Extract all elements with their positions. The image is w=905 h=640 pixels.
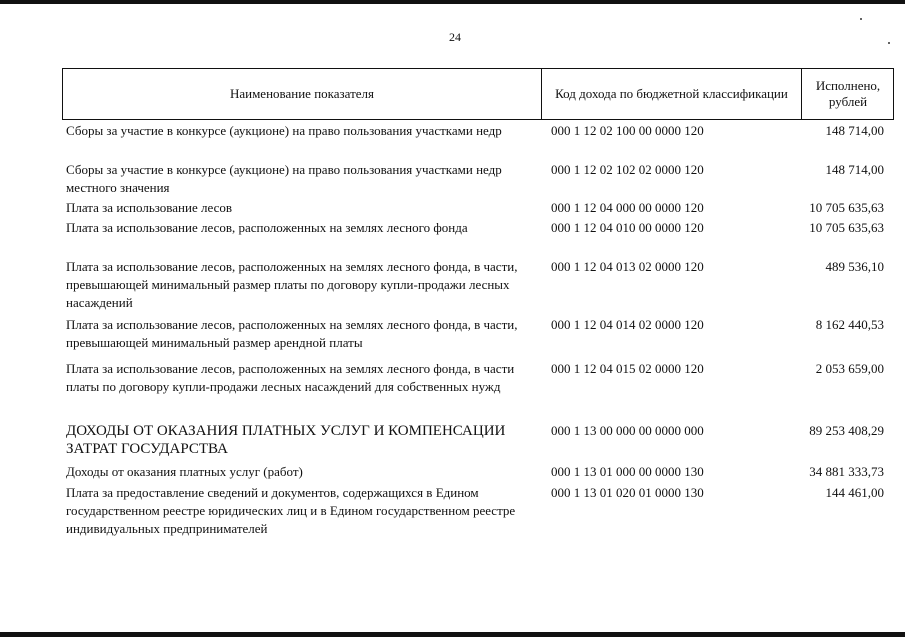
row-name: Плата за использование лесов, расположенных на землях лесного фонда, в части платы по договору купли-продажи лесных насаждений для собственных нужд xyxy=(66,361,515,394)
row-amount: 489 536,10 xyxy=(825,259,884,274)
row-name: Плата за использование лесов, расположенных на землях лесного фонда, в части, превышающей минимальный размер платы по договору купли-продажи лесных насаждений xyxy=(66,259,518,310)
header-amount: Исполнено, рублей xyxy=(801,69,894,119)
row-name: Плата за использование лесов, расположенных на землях лесного фонда, в части, превышающей минимальный размер арендной платы xyxy=(66,317,518,350)
row-amount: 148 714,00 xyxy=(825,123,884,138)
row-code: 000 1 12 04 000 00 0000 120 xyxy=(551,200,704,215)
row-amount: 34 881 333,73 xyxy=(809,464,884,479)
page-number: 24 xyxy=(449,30,461,44)
row-amount: 2 053 659,00 xyxy=(815,361,884,376)
row-amount: 89 253 408,29 xyxy=(809,423,884,438)
row-name: ДОХОДЫ ОТ ОКАЗАНИЯ ПЛАТНЫХ УСЛУГ И КОМПЕНСАЦИИ ЗАТРАТ ГОСУДАРСТВА xyxy=(66,423,506,457)
row-amount: 148 714,00 xyxy=(825,162,884,177)
row-code: 000 1 13 01 020 01 0000 130 xyxy=(551,485,704,500)
scan-speck xyxy=(888,42,890,44)
row-amount: 144 461,00 xyxy=(825,485,884,500)
row-code: 000 1 12 04 014 02 0000 120 xyxy=(551,317,704,332)
row-code: 000 1 12 02 102 02 0000 120 xyxy=(551,162,704,177)
row-code: 000 1 12 04 015 02 0000 120 xyxy=(551,361,704,376)
bottom-border-line xyxy=(0,632,905,637)
row-code: 000 1 12 04 013 02 0000 120 xyxy=(551,259,704,274)
table-header xyxy=(62,68,894,120)
row-name: Сборы за участие в конкурсе (аукционе) на право пользования участками недр xyxy=(66,123,502,138)
row-code: 000 1 13 01 000 00 0000 130 xyxy=(551,464,704,479)
row-amount: 10 705 635,63 xyxy=(809,200,884,215)
row-code: 000 1 12 04 010 00 0000 120 xyxy=(551,220,704,235)
row-name: Сборы за участие в конкурсе (аукционе) на право пользования участками недр местного значения xyxy=(66,162,502,195)
row-code: 000 1 13 00 000 00 0000 000 xyxy=(551,423,704,438)
row-code: 000 1 12 02 100 00 0000 120 xyxy=(551,123,704,138)
scan-speck xyxy=(860,18,862,20)
row-name: Плата за использование лесов xyxy=(66,200,232,215)
row-amount: 10 705 635,63 xyxy=(809,220,884,235)
row-name: Доходы от оказания платных услуг (работ) xyxy=(66,464,303,479)
header-code: Код дохода по бюджетной классификации xyxy=(541,69,801,119)
top-border-line xyxy=(0,0,905,4)
row-name: Плата за использование лесов, расположенных на землях лесного фонда xyxy=(66,220,468,235)
header-name: Наименование показателя xyxy=(229,86,375,101)
row-name: Плата за предоставление сведений и документов, содержащихся в Едином государственном реестре юридических лиц и в Едином государственном реестре индивидуальных предпринимателей xyxy=(66,485,516,536)
row-amount: 8 162 440,53 xyxy=(815,317,884,332)
